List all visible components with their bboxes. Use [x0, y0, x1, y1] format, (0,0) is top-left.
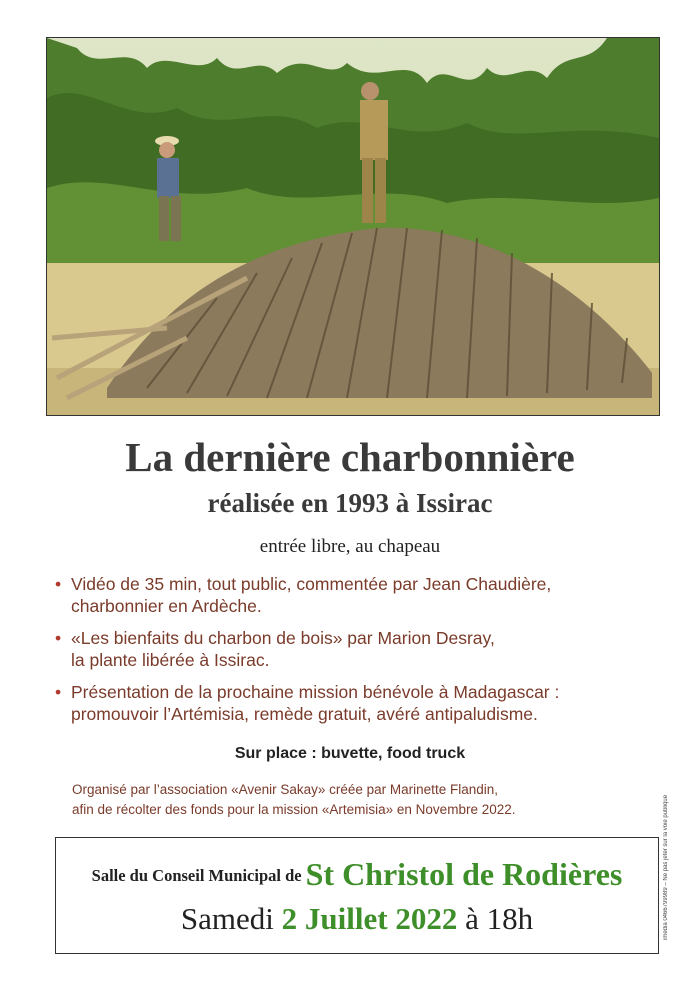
- event-time: à 18h: [465, 901, 534, 936]
- program-item-line: «Les bienfaits du charbon de bois» par Marion Desray,: [71, 628, 495, 648]
- program-item: [55, 573, 655, 617]
- venue-prefix: Salle du Conseil Municipal de: [91, 866, 302, 885]
- venue-box: [55, 837, 659, 954]
- printer-note: imedia 0466799989 – Ne pas jeter sur la voie publique: [663, 794, 669, 940]
- program-item: [55, 681, 655, 725]
- organizer-line: Organisé par l’association «Avenir Sakay» créée par Marinette Flandin,: [72, 782, 498, 797]
- program-item-line: charbonnier en Ardèche.: [71, 596, 262, 616]
- organizer-note: [72, 780, 652, 820]
- entry-note: entrée libre, au chapeau: [259, 536, 441, 557]
- bullet-icon: •: [55, 682, 62, 702]
- program-item-line: promouvoir l’Artémisia, remède gratuit, avéré antipaludisme.: [71, 704, 538, 724]
- photo-illustration: [47, 38, 659, 415]
- program-item: [55, 627, 655, 671]
- venue-place: St Christol de Rodières: [305, 856, 623, 892]
- program-list: [55, 573, 655, 735]
- event-title: La dernière charbonnière: [125, 434, 575, 480]
- program-item-line: Présentation de la prochaine mission bénévole à Madagascar :: [71, 682, 560, 702]
- event-date: 2 Juillet 2022: [281, 901, 458, 936]
- charcoal-kiln-photo: [46, 37, 660, 416]
- program-item-line: Vidéo de 35 min, tout public, commentée par Jean Chaudière,: [71, 574, 552, 594]
- date-line: [56, 901, 658, 937]
- event-subtitle: réalisée en 1993 à Issirac: [207, 488, 493, 518]
- organizer-line: afin de récolter des fonds pour la mission «Artemisia» en Novembre 2022.: [72, 802, 516, 817]
- bullet-icon: •: [55, 574, 62, 594]
- onsite-info: Sur place : buvette, food truck: [234, 745, 466, 762]
- program-item-line: la plante libérée à Issirac.: [71, 650, 270, 670]
- venue-line: [56, 856, 658, 893]
- event-day: Samedi: [180, 901, 274, 936]
- bullet-icon: •: [55, 628, 62, 648]
